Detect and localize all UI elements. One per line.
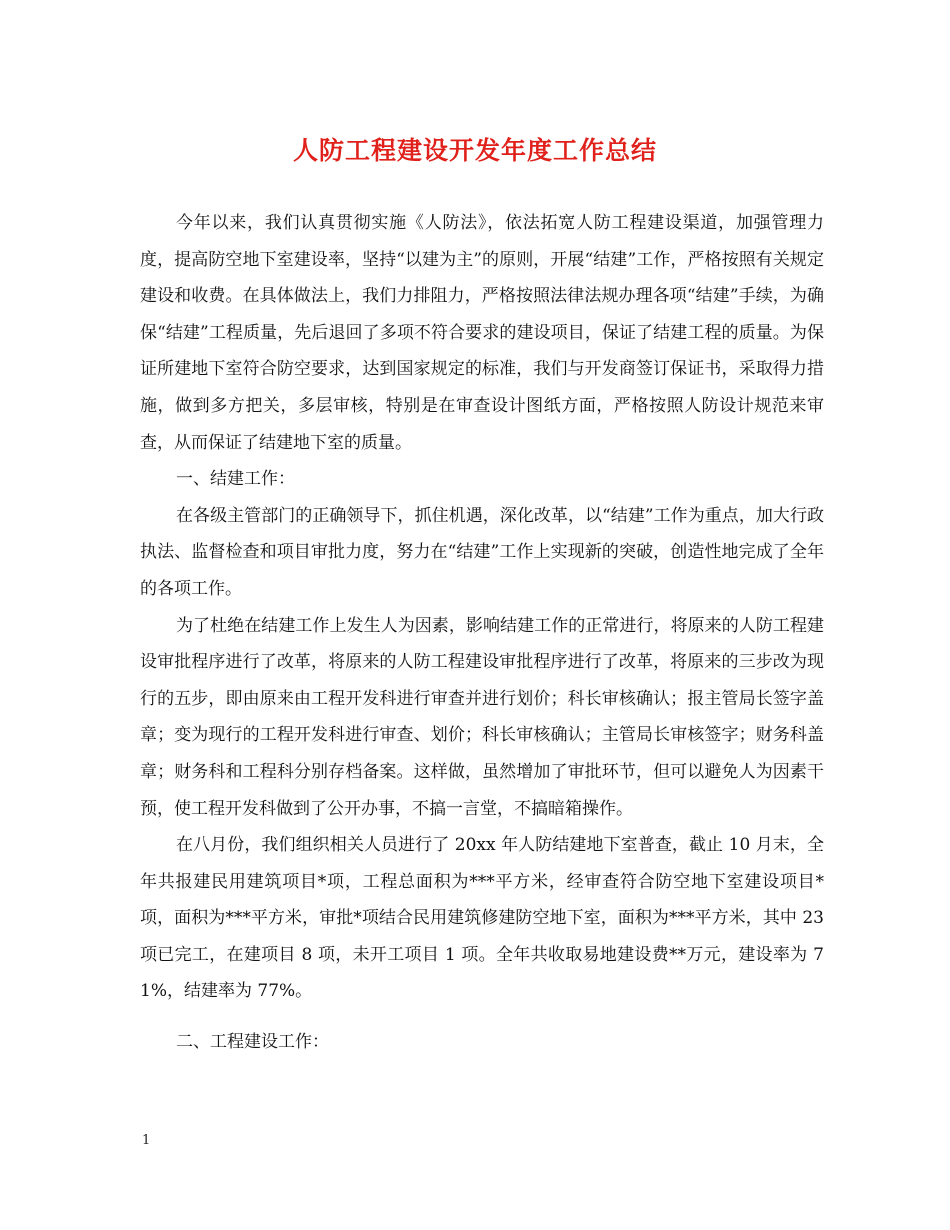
paragraph-reform: 为了杜绝在结建工作上发生人为因素，影响结建工作的正常进行，将原来的人防工程建设审批程序进行了改革，将原来的人防工程建设审批程序进行了改革，将原来的三步改为现行的五步，即由原来由工程开发科进行审查并进行划价；科长审核确认；报主管局长签字盖章；变为现行的工程开发科进行审查、划价；科长审核确认；主管局长审核签字；财务科盖章；财务科和工程科分别存档备案。这样做，虽然增加了审批环节，但可以避免人为因素干预，使工程开发科做到了公开办事，不搞一言堂，不搞暗箱操作。: [140, 615, 824, 819]
document-title: 人防工程建设开发年度工作总结: [292, 136, 657, 165]
paragraph-intro: 今年以来，我们认真贯彻实施《人防法》，依法拓宽人防工程建设渠道，加强管理力度，提高防空地下室建设率，坚持“以建为主”的原则，开展“结建”工作，严格按照有关规定建设和收费。在具体做法上，我们力排阻力，严格按照法律法规办理各项“结建”手续，为确保“结建”工程质量，先后退回了多项不符合要求的建设项目，保证了结建工程的质量。为保证所建地下室符合防空要求，达到国家规定的标准，我们与开发商签订保证书，采取得力措施，做到多方把关，多层审核，特别是在审查设计图纸方面，严格按照人防设计规范来审查，从而保证了结建地下室的质量。: [140, 213, 824, 453]
paragraph-survey: 在八月份，我们组织相关人员进行了 20xx 年人防结建地下室普查，截止 10 月末，全年共报建民用建筑项目*项，工程总面积为***平方米，经审查符合防空地下室建设项目*项，面积为***平方米，审批*项结合民用建筑修建防空地下室，面积为***平方米，其中 23 项已完工，在建项目 8 项，未开工项目 1 项。全年共收取易地建设费**万元，建设率为 71%，结建率为 77%。: [140, 835, 824, 1002]
paragraph-section-1: 在各级主管部门的正确领导下，抓住机遇，深化改革，以“结建”工作为重点，加大行政执法、监督检查和项目审批力度，努力在“结建”工作上实现新的突破，创造性地完成了全年的各项工作。: [140, 505, 824, 599]
section-heading-1: 一、结建工作：: [176, 469, 295, 490]
page-number: 1: [142, 1133, 151, 1148]
section-heading-2: 二、工程建设工作：: [176, 1032, 329, 1053]
document-body: [140, 205, 824, 1061]
